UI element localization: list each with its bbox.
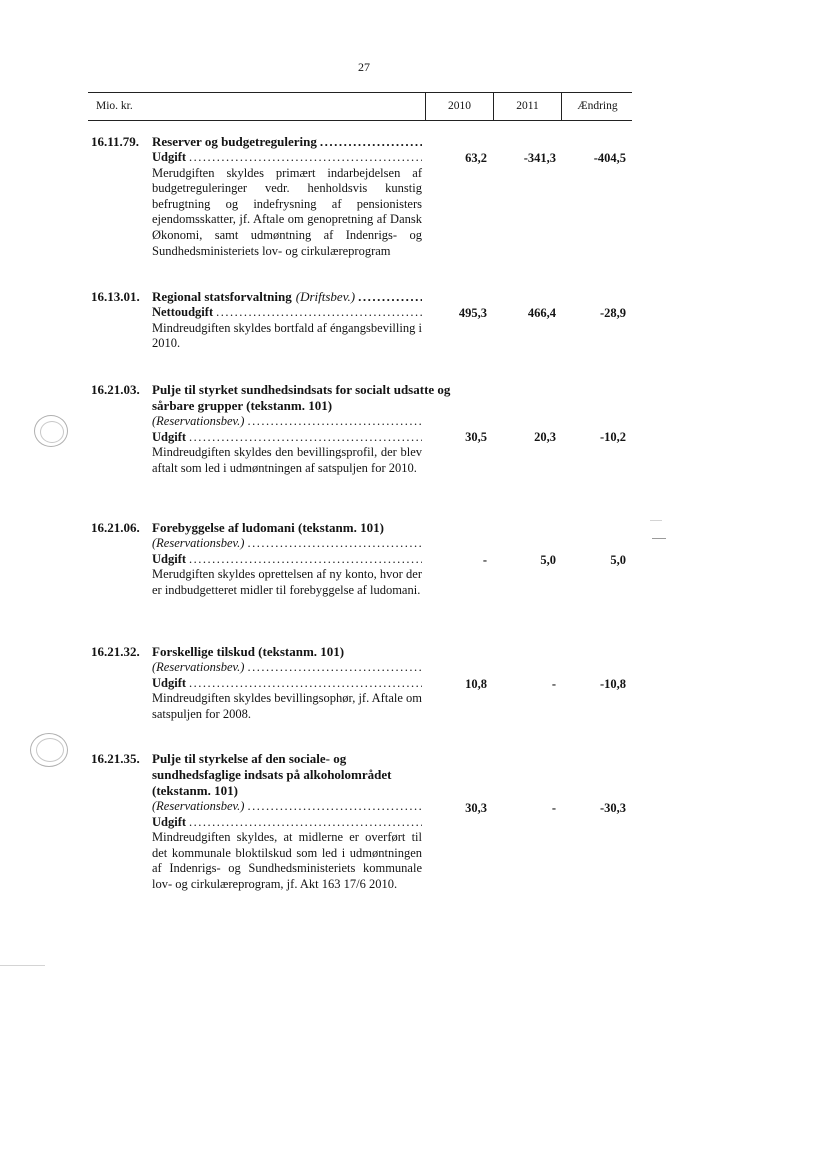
unit-label: Mio. kr. <box>96 100 133 112</box>
value-change: -10,2 <box>599 430 626 444</box>
amount-label: Udgift <box>152 814 187 829</box>
amount-line <box>152 430 422 446</box>
amount-line <box>152 552 422 568</box>
entry-title <box>152 289 422 305</box>
value-2011: -341,3 <box>523 151 556 165</box>
scan-mark <box>652 538 666 539</box>
amount-label: Nettoudgift <box>152 305 214 319</box>
appropriation-type: (Reservationsbev.) <box>152 414 245 428</box>
entry-title-note: (Driftsbev.) <box>295 289 356 304</box>
amount-label: Udgift <box>152 675 187 690</box>
account-code: 16.11.79. <box>91 134 140 149</box>
appropriation-line <box>152 414 422 430</box>
entry-title-text: Pulje til styrkelse af den sociale- og sundhedsfaglige indsats på alkoholområdet (tekstanm. 101) <box>152 751 392 798</box>
entry-title-text: Regional statsforvaltning <box>152 289 292 304</box>
amount-line <box>152 305 422 321</box>
appropriation-type: (Reservationsbev.) <box>152 799 245 813</box>
account-code: 16.21.03. <box>91 382 140 397</box>
amount-line <box>152 150 422 166</box>
entry-title-text: Forskellige tilskud (tekstanm. 101) <box>152 644 345 659</box>
scan-mark <box>0 965 45 966</box>
value-2010: 495,3 <box>458 306 487 320</box>
value-change: 5,0 <box>610 553 626 567</box>
entry-title-text: Forebyggelse af ludomani (tekstanm. 101) <box>152 520 384 535</box>
entry-explanation: Mindreudgiften skyldes den bevillingsprofil, der blev aftalt som led i udmøntningen af satspuljen for 2010. <box>152 445 422 475</box>
value-2010: - <box>482 553 487 567</box>
account-code: 16.13.01. <box>91 289 140 304</box>
entry-title-text: Reserver og budgetregulering <box>152 134 317 149</box>
entry-explanation: Merudgiften skyldes primært indarbejdelsen af budgetreguleringer vedr. henholdsvis kunstig befrugtning og indefrysning af pensionisters ejendomsskatter, jf. Aftale om genopretning af Dansk Økonomi, samt udmøntning af Indenrigs- og Sundhedsministeriets lov- og cirkulæreprogram <box>152 165 422 258</box>
value-2010: 30,5 <box>465 430 487 444</box>
page-number: 27 <box>358 60 370 74</box>
appropriation-type: (Reservationsbev.) <box>152 660 245 674</box>
value-change: -30,3 <box>599 801 626 815</box>
amount-label: Udgift <box>152 429 187 444</box>
value-change: -404,5 <box>593 151 626 165</box>
value-change: -28,9 <box>599 306 626 320</box>
scan-mark <box>650 520 662 521</box>
appropriation-line <box>152 536 422 552</box>
account-code: 16.21.32. <box>91 644 140 659</box>
punch-hole-mark <box>36 738 64 762</box>
table-header <box>88 92 632 121</box>
value-2011: - <box>551 801 556 815</box>
value-2011: 20,3 <box>534 430 556 444</box>
amount-label: Udgift <box>152 150 187 164</box>
value-2010: 63,2 <box>465 151 487 165</box>
value-2010: 30,3 <box>465 801 487 815</box>
entry-explanation: Mindreudgiften skyldes bortfald af éngangsbevilling i 2010. <box>152 320 422 351</box>
value-2011: 466,4 <box>527 306 556 320</box>
entry-explanation: Merudgiften skyldes oprettelsen af ny konto, hvor der er indbudgetteret midler til forebyggelse af ludomani. <box>152 567 422 597</box>
account-code: 16.21.35. <box>91 751 140 766</box>
value-2011: 5,0 <box>540 553 556 567</box>
account-code: 16.21.06. <box>91 520 140 535</box>
value-2011: - <box>551 677 556 691</box>
amount-label: Udgift <box>152 551 187 566</box>
entry-title-text: Pulje til styrket sundhedsindsats for socialt udsatte og sårbare grupper (tekstanm. 101) <box>152 382 451 413</box>
value-change: -10,8 <box>599 677 626 691</box>
column-header-2011: 2011 <box>493 93 561 120</box>
entry-explanation: Mindreudgiften skyldes, at midlerne er overført til det kommunale bloktilskud som led i udmøntningen af Indenrigs- og Sundhedsministeriets kommunale lov- og cirkulæreprogram, jf. Akt 163 17/6 2010. <box>152 830 422 891</box>
value-2010: 10,8 <box>465 677 487 691</box>
amount-line <box>152 676 422 692</box>
appropriation-line <box>152 799 422 815</box>
column-header-2010: 2010 <box>425 93 493 120</box>
entry-explanation: Mindreudgiften skyldes bevillingsophør, jf. Aftale om satspuljen for 2008. <box>152 691 422 721</box>
appropriation-type: (Reservationsbev.) <box>152 536 245 550</box>
amount-line <box>152 815 422 831</box>
entry-title <box>152 134 422 150</box>
column-header-change: Ændring <box>561 93 633 120</box>
appropriation-line <box>152 660 422 676</box>
punch-hole-mark <box>40 421 64 443</box>
